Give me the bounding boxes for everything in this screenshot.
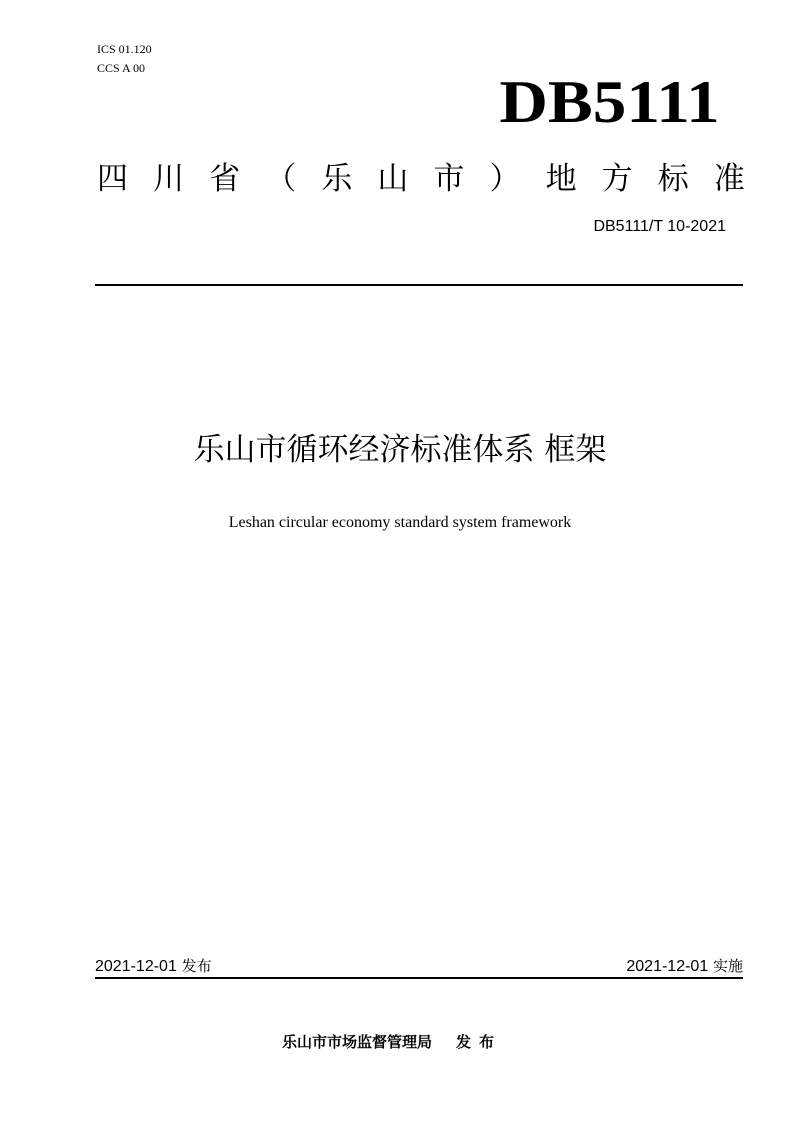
- implement-date: [626, 954, 743, 979]
- publish-date: [95, 954, 212, 979]
- footer-divider: [95, 977, 743, 979]
- standard-number: DB5111/T 10-2021: [593, 218, 726, 235]
- header-divider: [95, 284, 743, 286]
- ics-code: ICS 01.120: [97, 42, 152, 56]
- standard-level-char: ）: [489, 161, 521, 197]
- document-english-title: Leshan circular economy standard system framework: [228, 514, 572, 531]
- standard-level-char: 标: [657, 161, 689, 197]
- db-code-logo: DB5111: [499, 69, 720, 135]
- issuer-name: 乐山市市场监督管理局: [282, 1033, 433, 1051]
- publish-date-value: 2021-12-01: [95, 958, 177, 975]
- standard-level-char: （: [265, 161, 297, 197]
- document-title: 乐山市循环经济标准体系 框架: [193, 432, 607, 468]
- classification-codes: [97, 40, 152, 78]
- issuing-authority: [282, 1030, 502, 1054]
- publish-date-label: 发布: [176, 957, 212, 975]
- standard-level-char: 市: [433, 161, 465, 197]
- standard-level-heading: [97, 155, 745, 203]
- ccs-code: CCS A 00: [97, 61, 146, 75]
- standard-level-char: 地: [545, 161, 577, 197]
- standard-level-char: 川: [153, 161, 185, 197]
- standard-level-char: 乐: [321, 161, 353, 197]
- standard-level-char: 准: [713, 161, 745, 197]
- standard-level-char: 四: [97, 161, 128, 197]
- issuer-action: 发布: [456, 1033, 503, 1051]
- standard-level-char: 省: [209, 161, 241, 197]
- standard-level-char: 山: [377, 161, 409, 197]
- implement-date-value: 2021-12-01: [626, 958, 709, 975]
- implement-date-label: 实施: [708, 957, 743, 975]
- standard-level-char: 方: [601, 161, 633, 197]
